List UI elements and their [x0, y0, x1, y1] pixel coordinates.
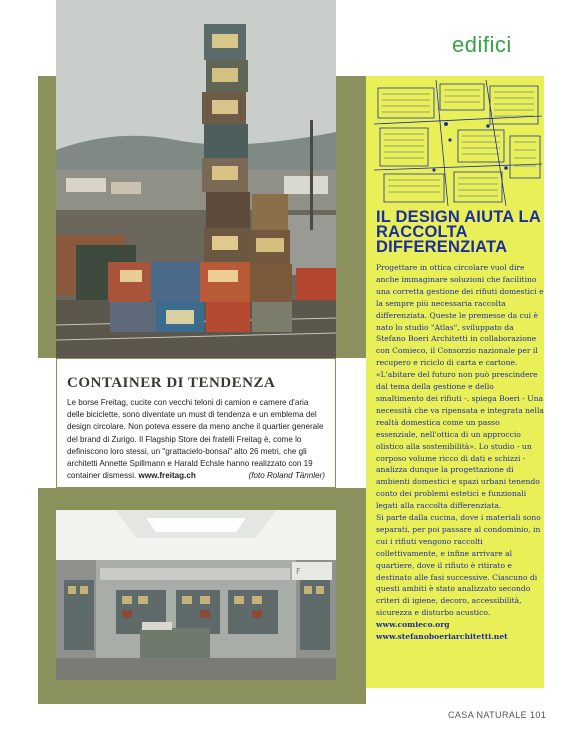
- article-body: [376, 262, 544, 643]
- caption-body: Le borse Freitag, cucite con vecchi teloni di camion e camere d'aria delle biciclette, sono diventate un must di tendenza e un emblema del design circolare. Non poteva essere da meno anche il quartier generale del brand di Zurigo. Il Flagship Store dei fratelli Freitag è, come lo definiscono loro stessi, un "grattacielo-bonsai" alto 26 metri, che gli architetti Annette Spillmann e Harald Echsle hanno realizzato con 19 container dismessi.: [67, 398, 324, 481]
- article-paragraph-1: Progettare in ottica circolare vuol dire anche immaginare soluzioni che facilitino una corretta gestione dei rifiuti domestici e la sempre più necessaria raccolta differenziata. Queste le premesse da cui è nato lo studio "Atlas", sviluppato da Stefano Boeri Architetti in collaborazione con Comieco, il Consorzio nazionale per il recupero e riciclo di carta e cartone. «L'abitare del futuro non può prescindere dal tema della gestione e dello smaltimento dei rifiuti -. spiega Boeri - Una necessità che va ripensata e integrata nella realtà domestica come un passo essenziale, nell'ottica di un approccio olistico alla sostenibilità». Lo studio - un corposo volume ricco di dati e schizzi - analizza dunque la progettazione di ambienti domestici e spazi urbani tenendo conto dei problemi estetici e funzionali legati alla raccolta differenziata.: [376, 263, 544, 511]
- page-number: 101: [529, 710, 547, 720]
- container-tower-photo: [56, 0, 336, 358]
- photo-credit: (foto Roland Tännler): [248, 471, 325, 481]
- page-footer: [448, 710, 546, 720]
- article-paragraph-2: Si parte dalla cucina, dove i materiali sono separati, per poi passare al condominio, in cui i rifiuti vengono raccolti collettivamente, e infine arrivare al quartiere, dove il rifiuto è ritirato e destinato alle fasi successive. Ciascuno di questi ambiti è stato analizzato secondo criteri di igiene, decoro, accessibilità, sicurezza e disturbo acustico.: [376, 513, 541, 618]
- caption-title: CONTAINER DI TENDENZA: [67, 375, 276, 391]
- freitag-link[interactable]: www.freitag.ch: [138, 471, 196, 481]
- city-illustration: [374, 80, 542, 206]
- article-headline: IL DESIGN AIUTA LA RACCOLTA DIFFERENZIATA: [376, 208, 541, 256]
- caption-box: [56, 358, 336, 488]
- comieco-link[interactable]: www.comieco.org: [376, 620, 450, 630]
- magazine-name: CASA NATURALE: [448, 710, 528, 720]
- olive-background-right: [336, 76, 366, 358]
- caption-text: [67, 397, 325, 482]
- svg-text:F: F: [296, 567, 301, 576]
- section-label: edifici: [452, 32, 512, 57]
- olive-background-left: [38, 76, 56, 358]
- boeri-link[interactable]: www.stefanoboeriarchitetti.net: [376, 632, 508, 642]
- store-interior-photo: [56, 510, 336, 680]
